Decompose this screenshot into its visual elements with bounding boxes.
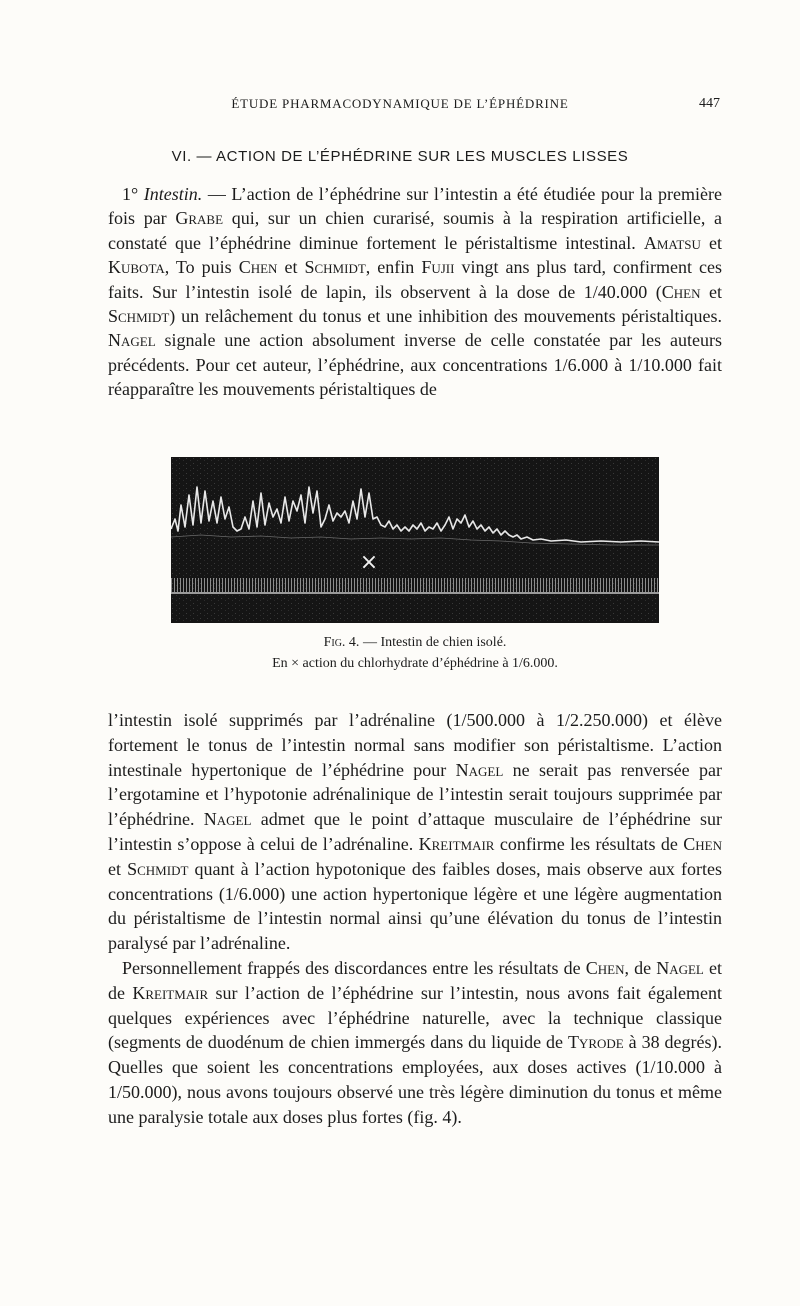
baseline-line (171, 592, 659, 594)
author-name: Nagel (455, 759, 504, 780)
text-run: qui, sur un chien curarisé, soumis à la respiration artificielle, a constaté que l’éphédrine diminue fortement le péristaltisme intestinal. (108, 208, 722, 253)
author-name: Schmidt (108, 306, 170, 327)
author-name: Schmidt (127, 858, 189, 879)
text-run: à 38 degrés). Quelles que soient les concentrations employées, aux doses actives (1/10.000 à 1/50.000), nous avons toujours observé une très légère diminution du tonus et même une paralysie totale aux doses plus fortes (fig. 4). (108, 1032, 722, 1127)
figure-kymograph (171, 457, 659, 623)
author-name: Kreitmair (132, 982, 209, 1003)
author-name: Chen (661, 281, 701, 302)
author-name: Chen (585, 957, 625, 978)
figure-title: — Intestin de chien isolé. (359, 635, 507, 650)
paragraph-2 (108, 708, 722, 956)
text-run: et (108, 858, 128, 879)
text-run: et (700, 281, 722, 302)
text-run: et (277, 257, 305, 278)
caption-line-1 (108, 632, 722, 653)
text-run: ne serait pas renversée par l’ergotamine et l’hypotonie adrénalinique de l’intestin serait toujours supprimée par l’éphédrine. (108, 759, 722, 830)
author-name: Fujii (421, 257, 455, 278)
text-run: quant à l’action hypotonique des faibles doses, mais observe aux fortes concentrations (1/6.000) une action hypertonique légère et une légère augmentation du péristaltisme de l’intestin normal ainsi qu’une élévation du tonus de l’intestin paralysé par l’adrénaline. (108, 858, 722, 954)
text-run: — L’action de l’éphédrine sur l’intestin a été étudiée pour la première fois par (108, 184, 723, 229)
drug-injection-marker: × (359, 550, 379, 575)
author-name: Kubota (108, 257, 165, 278)
text-run: et de (108, 957, 722, 1003)
text-run: l’intestin isolé supprimés par l’adrénaline (1/500.000 à 1/2.250.000) et élève fortement le tonus de l’intestin normal sans modifier son péristaltisme. L’action intestinale hypertonique de l’éphédrine pour (108, 710, 722, 780)
text-run: vingt ans plus tard, confirment ces faits. Sur l’intestin isolé de lapin, ils observent à la dose de 1/40.000 ( (108, 257, 722, 302)
paragraph-1 (108, 182, 722, 402)
text-run: , To puis (164, 257, 239, 278)
time-marker-ticks (171, 578, 659, 592)
running-title: ÉTUDE PHARMACODYNAMIQUE DE L’ÉPHÉDRINE (231, 96, 569, 111)
paragraph-3 (108, 956, 722, 1130)
page-number: 447 (699, 96, 720, 111)
author-name: Chen (238, 257, 278, 278)
text-run: admet que le point d’attaque musculaire de l’éphédrine sur l’intestin s’oppose à celui de l’adrénaline. (108, 809, 722, 854)
author-name: Grabe (175, 208, 224, 229)
text-run: ) un relâchement du tonus et une inhibition des mouvements péristaltiques. (169, 306, 722, 327)
kymograph-trace-image (171, 457, 659, 623)
text-run: confirme les résultats de (494, 833, 684, 854)
text-run: signale une action absolument inverse de celle constatée par les auteurs précédents. Pour cet auteur, l’éphédrine, aux concentrations 1/6.000 à 1/10.000 fait réapparaître les mouvements péristaltiques de (108, 330, 722, 400)
subsection-number: 1° (122, 184, 139, 204)
author-name: Nagel (203, 809, 252, 830)
subsection-title: Intestin. (143, 184, 203, 204)
solution-name: Tyrode (567, 1032, 624, 1053)
running-head (0, 96, 800, 118)
text-run: sur l’action de l’éphédrine sur l’intestin, nous avons fait également quelques expériences avec l’éphédrine naturelle, avec la technique classique (segments de duodénum de chien immergés dans du liquide de (108, 982, 722, 1053)
author-name: Schmidt (304, 257, 366, 278)
figure-caption (108, 632, 722, 674)
author-name: Nagel (108, 330, 156, 351)
author-name: Amatsu (643, 232, 701, 253)
paragraph-intestin (108, 182, 722, 402)
caption-line-2: En × action du chlorhydrate d’éphédrine à 1/6.000. (272, 656, 558, 671)
paragraph-continuation-block (108, 708, 722, 1130)
figure-label: Fig. 4. (323, 635, 360, 650)
author-name: Chen (683, 833, 722, 854)
text-run: Personnellement frappés des discordances entre les résultats de (122, 957, 586, 978)
author-name: Nagel (656, 957, 704, 978)
text-run: , de (624, 957, 657, 978)
section-heading: VI. — ACTION DE L’ÉPHÉDRINE SUR LES MUSCLES LISSES (171, 148, 629, 165)
author-name: Kreitmair (418, 833, 495, 854)
text-run: et (700, 232, 722, 253)
text-run: , enfin (365, 257, 422, 278)
